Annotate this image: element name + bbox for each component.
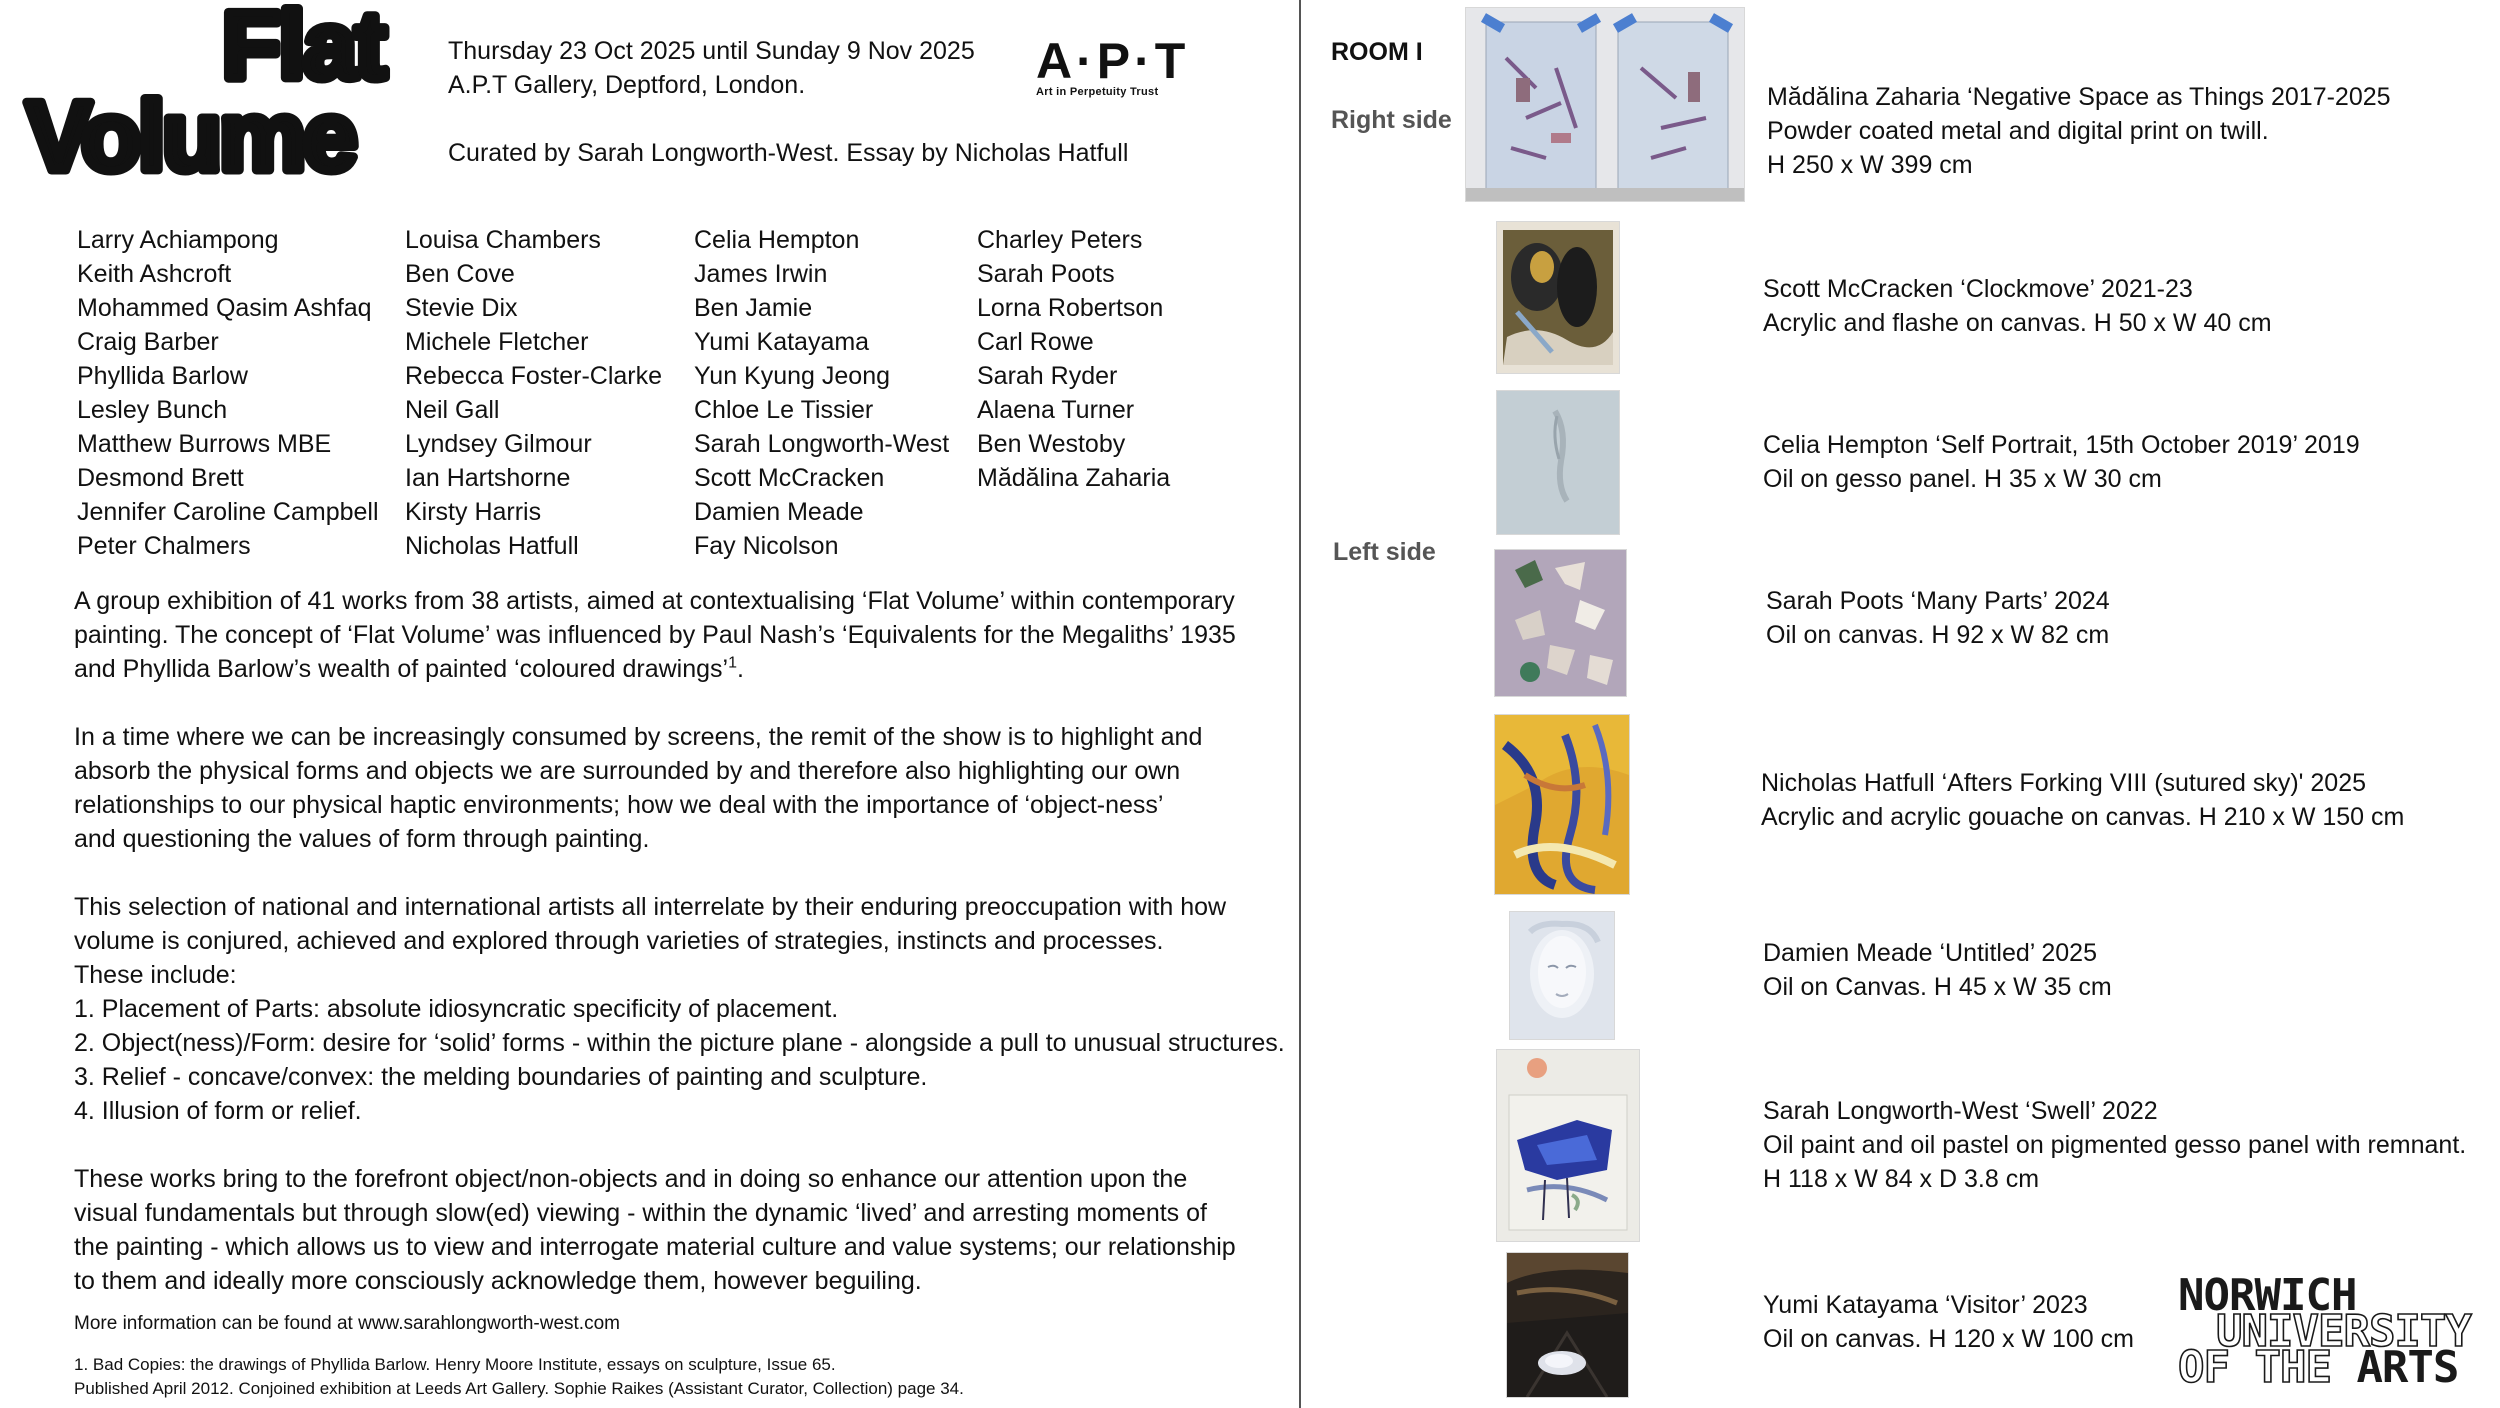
caption-medium: Acrylic and acrylic gouache on canvas. H 210 x W 150 cm	[1761, 803, 2405, 831]
essay-paragraph-4	[74, 1162, 1236, 1298]
caption-medium: Oil on gesso panel. H 35 x W 30 cm	[1763, 465, 2162, 493]
artist-column-2	[405, 223, 662, 563]
artwork-thumbnail-meade	[1510, 912, 1614, 1039]
exhibition-dates: Thursday 23 Oct 2025 until Sunday 9 Nov 2025	[448, 37, 975, 65]
artwork-thumbnail-longworth-west	[1497, 1050, 1639, 1241]
artwork-thumbnail-mccracken	[1497, 222, 1619, 373]
artist-name: Phyllida Barlow	[77, 362, 248, 390]
artist-name: Desmond Brett	[77, 464, 244, 492]
artist-name: Kirsty Harris	[405, 498, 542, 526]
caption-medium: Oil on canvas. H 92 x W 82 cm	[1766, 621, 2110, 649]
artist-name: Lyndsey Gilmour	[405, 430, 592, 458]
artist-name: Mădălina Zaharia	[977, 464, 1171, 492]
artist-name: Sarah Ryder	[977, 362, 1118, 390]
artist-name: Chloe Le Tissier	[694, 396, 874, 424]
essay-list-item: 2. Object(ness)/Form: desire for ‘solid’ forms - within the picture plane - alongside a pull to unusual structures.	[74, 1029, 1285, 1057]
logo-word-volume: Volume	[26, 81, 355, 190]
caption-title: Scott McCracken ‘Clockmove’ 2021-23	[1763, 275, 2193, 303]
apt-logo-subtitle: Art in Perpetuity Trust	[1036, 86, 1159, 98]
more-info-link[interactable]: More information can be found at www.sarahlongworth-west.com	[74, 1313, 620, 1334]
footnote-line-1: 1. Bad Copies: the drawings of Phyllida Barlow. Henry Moore Institute, essays on sculpture, Issue 65.	[74, 1355, 836, 1374]
artist-name: Ben Jamie	[694, 294, 813, 322]
artwork-thumbnail-poots	[1495, 550, 1626, 696]
essay-line: relationships to our physical haptic environments; how we deal with the importance of ‘object-ness’	[74, 791, 1164, 819]
caption-title: Sarah Poots ‘Many Parts’ 2024	[1766, 587, 2110, 615]
artist-name: Stevie Dix	[405, 294, 518, 322]
essay-line: to them and ideally more consciously acknowledge them, however beguiling.	[74, 1267, 922, 1295]
caption-medium: Acrylic and flashe on canvas. H 50 x W 40 cm	[1763, 309, 2272, 337]
artist-name: Scott McCracken	[694, 464, 885, 492]
flat-volume-logo	[22, 0, 417, 190]
artwork-caption-meade	[1763, 936, 2112, 1004]
essay-line: painting. The concept of ‘Flat Volume’ was influenced by Paul Nash’s ‘Equivalents for the Megaliths’ 1935	[74, 621, 1236, 649]
caption-medium: Oil on canvas. H 120 x W 100 cm	[1763, 1325, 2134, 1353]
artist-name: Carl Rowe	[977, 328, 1094, 356]
artist-name: Louisa Chambers	[405, 226, 601, 254]
artist-name: Keith Ashcroft	[77, 260, 232, 288]
artist-column-3	[694, 223, 949, 563]
caption-title: Sarah Longworth-West ‘Swell’ 2022	[1763, 1097, 2158, 1125]
artist-name: Damien Meade	[694, 498, 864, 526]
artist-name: Sarah Longworth-West	[694, 430, 950, 458]
page-divider	[1299, 0, 1301, 1408]
essay-line: These works bring to the forefront object/non-objects and in doing so enhance our attention upon the	[74, 1165, 1188, 1193]
essay-line: These include:	[74, 961, 237, 989]
artist-name: Yun Kyung Jeong	[694, 362, 890, 390]
essay-line: In a time where we can be increasingly consumed by screens, the remit of the show is to highlight and	[74, 723, 1203, 751]
artist-name: Sarah Poots	[977, 260, 1115, 288]
essay-paragraph-2	[74, 720, 1202, 856]
artist-name: Craig Barber	[77, 328, 219, 356]
artwork-caption-longworth-west	[1763, 1094, 2466, 1196]
caption-medium: Oil on Canvas. H 45 x W 35 cm	[1763, 973, 2112, 1001]
artist-name: Mohammed Qasim Ashfaq	[77, 294, 372, 322]
essay-line: absorb the physical forms and objects we are surrounded by and therefore also highlighting our own	[74, 757, 1181, 785]
artist-name: Matthew Burrows MBE	[77, 430, 332, 458]
essay-list-item: 3. Relief - concave/convex: the melding boundaries of painting and sculpture.	[74, 1063, 928, 1091]
artist-name: Charley Peters	[977, 226, 1143, 254]
caption-title: Damien Meade ‘Untitled’ 2025	[1763, 939, 2097, 967]
caption-medium: Powder coated metal and digital print on twill.	[1767, 117, 2269, 145]
caption-dimensions: H 250 x W 399 cm	[1767, 151, 1973, 179]
artist-name: Neil Gall	[405, 396, 500, 424]
essay-line: A group exhibition of 41 works from 38 artists, aimed at contextualising ‘Flat Volume’ within contemporary	[74, 587, 1235, 615]
artist-name: Ben Cove	[405, 260, 515, 288]
norwich-university-of-the-arts-logo	[2178, 1270, 2471, 1396]
artist-column-1	[77, 223, 379, 563]
artwork-thumbnail-hempton	[1497, 391, 1619, 534]
apt-logo-mark: A·P·T	[1036, 33, 1190, 89]
essay-line: visual fundamentals but through slow(ed) viewing - within the dynamic ‘lived’ and arresting moments of	[74, 1199, 1207, 1227]
artist-column-4	[977, 223, 1170, 495]
artist-name: Lesley Bunch	[77, 396, 228, 424]
artist-name: Jennifer Caroline Campbell	[77, 498, 379, 526]
caption-title: Celia Hempton ‘Self Portrait, 15th October 2019’ 2019	[1763, 431, 2360, 459]
artwork-caption-hatfull	[1761, 766, 2404, 834]
essay-list-item: 4. Illusion of form or relief.	[74, 1097, 362, 1125]
right-side-label: Right side	[1331, 106, 1452, 134]
essay-line: This selection of national and international artists all interrelate by their enduring preoccupation with how	[74, 893, 1227, 921]
essay-paragraph-3	[74, 890, 1285, 1128]
artist-name: Nicholas Hatfull	[405, 532, 579, 560]
footnote-marker: 1	[728, 654, 737, 672]
artwork-caption-hempton	[1763, 428, 2360, 496]
artist-name: Larry Achiampong	[77, 226, 279, 254]
artist-name: Ian Hartshorne	[405, 464, 571, 492]
room-title: ROOM I	[1331, 38, 1423, 66]
footnote-line-2: Published April 2012. Conjoined exhibition at Leeds Art Gallery. Sophie Raikes (Assistant Curator, Collection) page 34.	[74, 1379, 964, 1398]
artwork-caption-poots	[1766, 584, 2110, 652]
artist-name: Lorna Robertson	[977, 294, 1164, 322]
caption-title: Yumi Katayama ‘Visitor’ 2023	[1763, 1291, 2088, 1319]
caption-title: Mădălina Zaharia ‘Negative Space as Things 2017-2025	[1767, 83, 2391, 111]
artist-name: Alaena Turner	[977, 396, 1135, 424]
essay-line: volume is conjured, achieved and explored through varieties of strategies, instincts and processes.	[74, 927, 1164, 955]
essay-paragraph-1	[74, 584, 1236, 686]
caption-dimensions: H 118 x W 84 x D 3.8 cm	[1763, 1165, 2040, 1193]
artist-name: Rebecca Foster-Clarke	[405, 362, 663, 390]
artwork-thumbnail-zaharia	[1466, 8, 1744, 201]
essay-line: and Phyllida Barlow’s wealth of painted ‘coloured drawings’$^1$.	[74, 654, 744, 683]
essay-list-item: 1. Placement of Parts: absolute idiosyncratic specificity of placement.	[74, 995, 839, 1023]
artwork-thumbnail-katayama	[1507, 1253, 1628, 1397]
nua-logo-line-1: NORWICH	[2178, 1270, 2357, 1321]
artist-name: Ben Westoby	[977, 430, 1126, 458]
logo-word-flat: Flat	[222, 0, 385, 99]
curator-credit: Curated by Sarah Longworth-West. Essay by Nicholas Hatfull	[448, 139, 1129, 167]
artist-name: Yumi Katayama	[694, 328, 870, 356]
essay-line: and questioning the values of form through painting.	[74, 825, 650, 853]
caption-medium: Oil paint and oil pastel on pigmented gesso panel with remnant.	[1763, 1131, 2467, 1159]
artist-name: Fay Nicolson	[694, 532, 839, 560]
artist-name: Michele Fletcher	[405, 328, 589, 356]
exhibition-venue: A.P.T Gallery, Deptford, London.	[448, 71, 806, 99]
artwork-caption-mccracken	[1763, 272, 2272, 340]
artist-name: James Irwin	[694, 260, 828, 288]
left-side-label: Left side	[1333, 538, 1436, 566]
artwork-thumbnail-hatfull	[1495, 715, 1629, 894]
artwork-caption-katayama	[1763, 1288, 2134, 1356]
caption-title: Nicholas Hatfull ‘Afters Forking VIII (sutured sky)' 2025	[1761, 769, 2367, 797]
nua-logo-line-2: UNIVERSITY	[2216, 1306, 2471, 1357]
nua-logo-line-3: OF THE ARTS	[2178, 1342, 2459, 1393]
artist-name: Celia Hempton	[694, 226, 860, 254]
apt-logo	[1036, 33, 1200, 100]
essay-line: the painting - which allows us to view and interrogate material culture and value systems; our relationship	[74, 1233, 1236, 1261]
artist-name: Peter Chalmers	[77, 532, 251, 560]
artwork-caption-zaharia	[1767, 80, 2391, 182]
